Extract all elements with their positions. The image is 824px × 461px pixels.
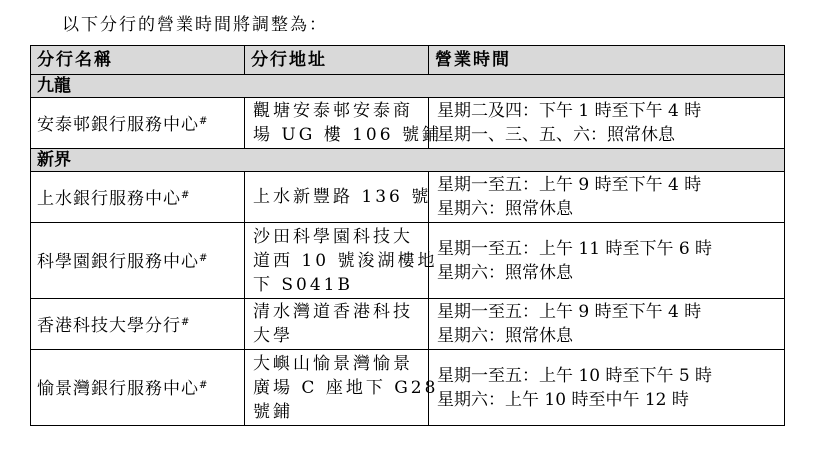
branch-name-cell [31, 299, 245, 350]
branch-address-cell [245, 223, 438, 299]
hours-line: 星期一至五：上午 11 時至下午 6 時 [437, 238, 713, 259]
address-line: 場 UG 樓 106 號鋪 [253, 125, 442, 145]
address-line: 道西 10 號浚湖樓地 [253, 250, 438, 271]
branch-name-cell [31, 223, 245, 299]
region-label: 新界 [31, 149, 785, 172]
region-label: 九龍 [31, 75, 785, 98]
branch-address-cell [245, 299, 429, 350]
hours-line: 星期二及四：下午 1 時至下午 4 時 [437, 101, 702, 121]
hours-line: 星期六：上午 10 時至中午 12 時 [437, 389, 689, 410]
branch-name: 愉景灣銀行服務中心 [37, 379, 199, 399]
header-branch-name: 分行名稱 [31, 46, 245, 75]
branch-name: 安泰邨銀行服務中心 [37, 114, 199, 135]
branch-address-cell [245, 350, 439, 426]
hours-line: 星期一至五：上午 9 時至下午 4 時 [437, 175, 702, 195]
address-line: 號鋪 [253, 401, 293, 422]
table-row [31, 223, 785, 299]
business-hours-cell [429, 223, 785, 299]
header-branch-address: 分行地址 [245, 46, 429, 75]
table-header-row [31, 46, 785, 75]
footnote-mark: # [181, 189, 191, 201]
business-hours-cell [429, 172, 785, 223]
hours-line: 星期一至五：上午 10 時至下午 5 時 [437, 365, 713, 386]
branch-name: 上水銀行服務中心 [37, 188, 181, 209]
business-hours-cell [429, 350, 785, 426]
address-line: 觀塘安泰邨安泰商 [253, 101, 413, 121]
business-hours-cell [429, 299, 785, 350]
business-hours-cell [429, 98, 785, 149]
branch-hours-table [30, 45, 785, 426]
table-row [31, 98, 785, 149]
address-line: 大學 [253, 326, 293, 346]
intro-text: 以下分行的營業時間將調整為： [62, 15, 328, 35]
footnote-mark: # [199, 380, 209, 391]
footnote-mark: # [181, 316, 191, 328]
branch-address-cell [245, 98, 442, 149]
hours-line: 星期一至五：上午 9 時至下午 4 時 [437, 302, 702, 322]
hours-line: 星期六：照常休息 [437, 326, 573, 346]
branch-name: 科學園銀行服務中心 [37, 252, 199, 272]
region-row-kowloon [31, 75, 785, 98]
footnote-mark: # [199, 115, 209, 127]
header-business-hours: 營業時間 [429, 46, 785, 75]
address-line: 清水灣道香港科技 [253, 302, 413, 322]
address-line: 廣場 C 座地下 G28 [253, 377, 439, 398]
region-row-new-territories [31, 149, 785, 172]
hours-line: 星期六：照常休息 [437, 199, 573, 219]
table-row [31, 350, 785, 426]
branch-name-cell [31, 98, 245, 149]
branch-name: 香港科技大學分行 [37, 315, 181, 336]
footnote-mark: # [199, 253, 209, 264]
address-line: 沙田科學園科技大 [253, 226, 413, 247]
address-line: 下 S041B [253, 274, 353, 295]
address-line: 上水新豐路 136 號 [253, 187, 432, 207]
branch-name-cell [31, 172, 245, 223]
table-row [31, 172, 785, 223]
hours-line: 星期一、三、五、六：照常休息 [437, 125, 675, 145]
branch-address-cell [245, 172, 432, 223]
branch-name-cell [31, 350, 245, 426]
table-row [31, 299, 785, 350]
hours-line: 星期六：照常休息 [437, 262, 573, 283]
address-line: 大嶼山愉景灣愉景 [253, 353, 413, 374]
